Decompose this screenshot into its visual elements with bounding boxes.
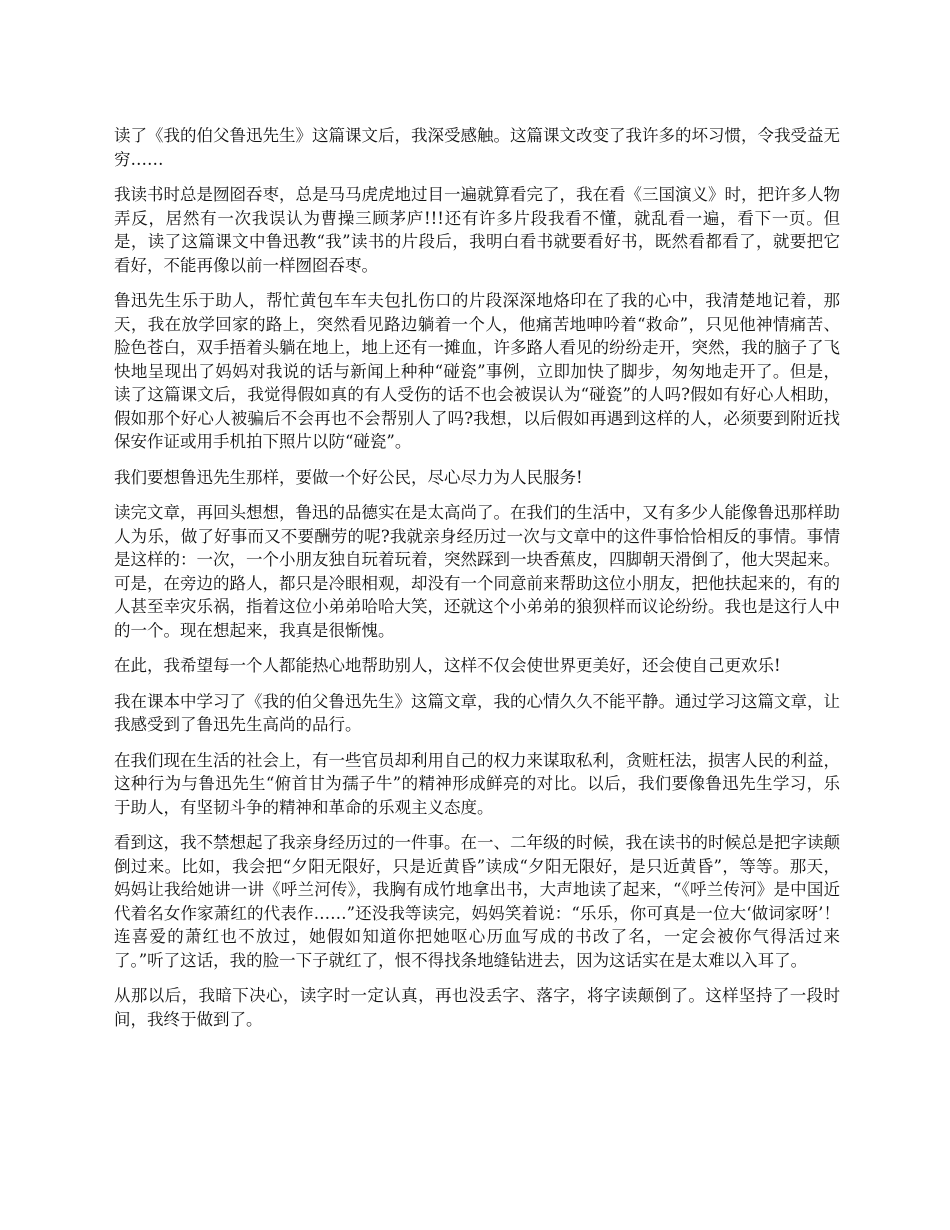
paragraph-6: 在此，我希望每一个人都能热心地帮助别人，这样不仅会使世界更美好，还会使自己更欢乐! <box>114 656 781 675</box>
paragraph-8: 在我们现在生活的社会上，有一些官员却利用自己的权力来谋取私利，贪赃枉法，损害人民的利益，这种行为与鲁迅先生“俯首甘为孺子牛”的精神形成鲜亮的对比。以后，我们要像鲁迅先生学习，乐于助人，有坚韧斗争的精神和革命的乐观主义态度。 <box>114 750 840 817</box>
paragraph-9: 看到这，我不禁想起了我亲身经历过的一件事。在一、二年级的时候，我在读书的时候总是把字读颠倒过来。比如，我会把“夕阳无限好，只是近黄昏”读成“夕阳无限好，是只近黄昏”，等等。那天，妈妈让我给她讲一讲《呼兰河传》，我胸有成竹地拿出书，大声地读了起来，“《呼兰传河》是中国近代着名女作家萧红的代表作……”还没我等读完，妈妈笑着说：“乐乐，你可真是一位大‘做词家呀’！连喜爱的萧红也不放过，她假如知道你把她呕心历血写成的书改了名，一定会被你气得活过来了。”听了这话，我的脸一下子就红了，恨不得找条地缝钻进去，因为这话实在是太难以入耳了。 <box>114 833 840 970</box>
paragraph-5: 读完文章，再回头想想，鲁迅的品德实在是太高尚了。在我们的生活中，又有多少人能像鲁迅那样助人为乐，做了好事而又不要酬劳的呢?我就亲身经历过一次与文章中的这件事恰恰相反的事情。事情是这样的：一次，一个小朋友独自玩着玩着，突然踩到一块香蕉皮，四脚朝天滑倒了，他大哭起来。可是，在旁边的路人，都只是冷眼相观，却没有一个同意前来帮助这位小朋友，把他扶起来的，有的人甚至幸灾乐祸，指着这位小弟弟哈哈大笑，还就这个小弟弟的狼狈样而议论纷纷。我也是这行人中的一个。现在想起来，我真是很惭愧。 <box>114 503 840 640</box>
paragraph-10: 从那以后，我暗下决心，读字时一定认真，再也没丢字、落字，将字读颠倒了。这样坚持了一段时间，我终于做到了。 <box>114 986 840 1029</box>
paragraph-4: 我们要想鲁迅先生那样，要做一个好公民，尽心尽力为人民服务! <box>114 467 583 487</box>
paragraph-2: 我读书时总是囫囵吞枣，总是马马虎虎地过目一遍就算看完了，我在看《三国演义》时，把许多人物弄反，居然有一次我误认为曹操三顾茅庐!!!还有许多片段我看不懂，就乱看一遍，看下一页。但是，读了这篇课文中鲁迅教“我”读书的片段后，我明白看书就要看好书，既然看都看了，就要把它看好，不能再像以前一样囫囵吞枣。 <box>114 185 840 275</box>
document-body <box>114 124 840 1043</box>
paragraph-3: 鲁迅先生乐于助人，帮忙黄包车车夫包扎伤口的片段深深地烙印在了我的心中，我清楚地记着，那天，我在放学回家的路上，突然看见路边躺着一个人，他痛苦地呻吟着“救命”，只见他神情痛苦、脸色苍白，双手捂着头躺在地上，地上还有一摊血，许多路人看见的纷纷走开，突然，我的脑子了飞快地呈现出了妈妈对我说的话与新闻上种种“碰瓷”事例，立即加快了脚步，匆匆地走开了。但是，读了这篇课文后，我觉得假如真的有人受伤的话不也会被误认为“碰瓷”的人吗?假如有好心人相助，假如那个好心人被骗后不会再也不会帮别人了吗?我想，以后假如再遇到这样的人，必须要到附近找保安作证或用手机拍下照片以防“碰瓷”。 <box>114 291 840 451</box>
paragraph-1: 读了《我的伯父鲁迅先生》这篇课文后，我深受感触。这篇课文改变了我许多的坏习惯，令我受益无穷…… <box>114 126 840 169</box>
paragraph-7: 我在课本中学习了《我的伯父鲁迅先生》这篇文章，我的心情久久不能平静。通过学习这篇文章，让我感受到了鲁迅先生高尚的品行。 <box>114 691 840 734</box>
